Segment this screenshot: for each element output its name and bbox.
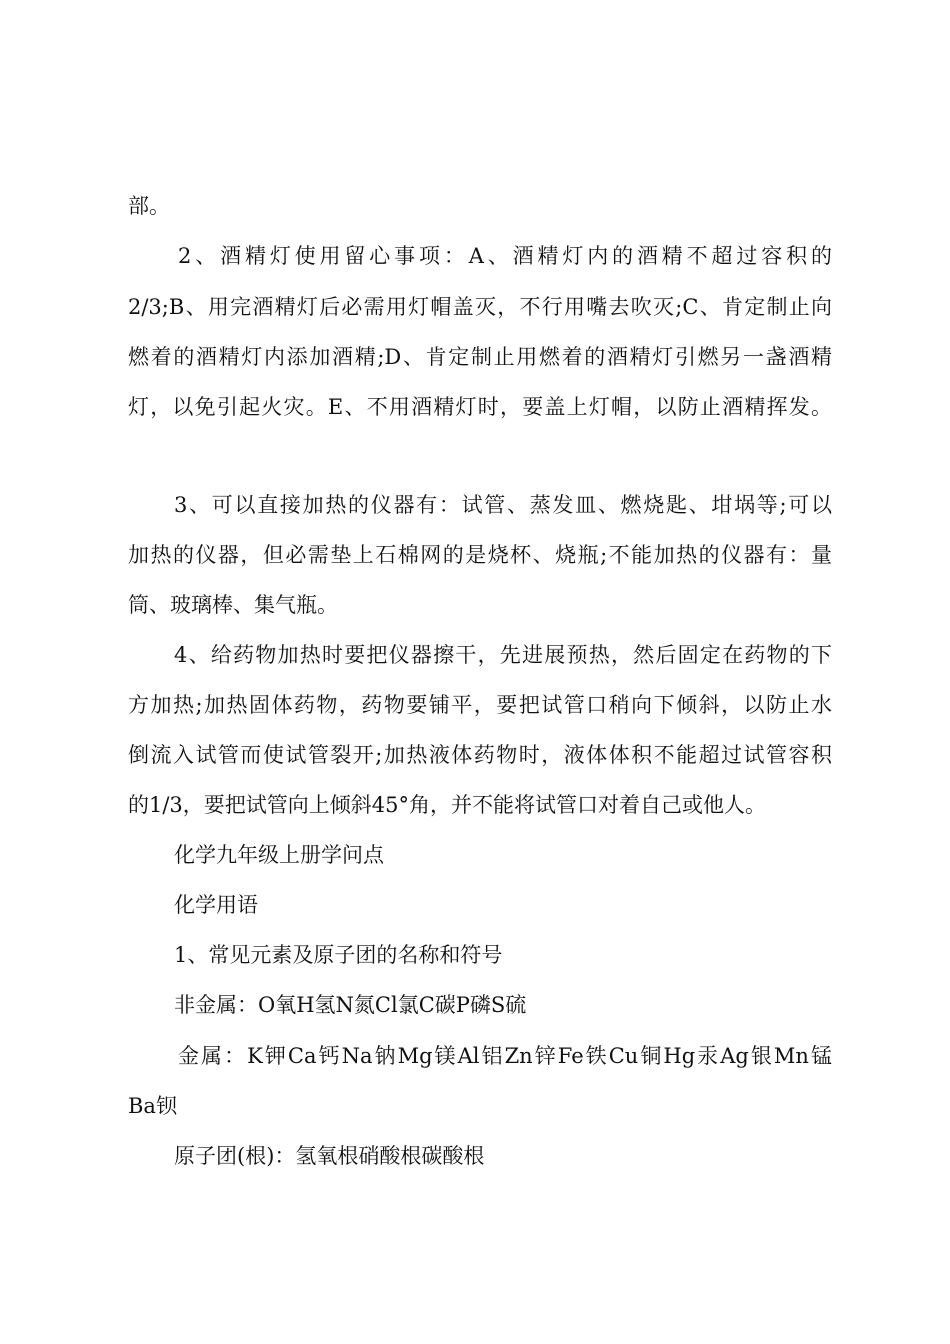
text-line-10: 方加热;加热固体药物，药物要铺平，要把试管口稍向下倾斜，以防止水 xyxy=(128,693,832,717)
text-line-8: 筒、玻璃棒、集气瓶。 xyxy=(128,593,338,617)
text-line-4: 燃着的酒精灯内添加酒精;D、肯定制止用燃着的酒精灯引燃另一盏酒精 xyxy=(128,345,832,369)
text-line-1: 部。 xyxy=(128,194,170,218)
text-line-7: 加热的仪器，但必需垫上石棉网的是烧杯、烧瓶;不能加热的仪器有：量 xyxy=(128,543,832,567)
text-line-15: 1、常见元素及原子团的名称和符号 xyxy=(174,943,503,967)
text-line-5: 灯，以免引起火灾。E、不用酒精灯时，要盖上灯帽，以防止酒精挥发。 xyxy=(128,395,832,419)
text-line-3: 2/3;B、用完酒精灯后必需用灯帽盖灭，不行用嘴去吹灭;C、肯定制止向 xyxy=(128,295,832,319)
metal-line-continued: Ba钡 xyxy=(128,1094,177,1118)
radical-line: 原子团(根)：氢氧根硝酸根碳酸根 xyxy=(174,1144,485,1168)
text-line-11: 倒流入试管而使试管裂开;加热液体药物时，液体体积不能超过试管容积 xyxy=(128,743,832,767)
text-line-9: 4、给药物加热时要把仪器擦干，先进展预热，然后固定在药物的下 xyxy=(174,643,832,667)
section-heading: 化学九年级上册学问点 xyxy=(174,843,384,867)
text-line-2: 2、酒精灯使用留心事项：A、酒精灯内的酒精不超过容积的 xyxy=(178,244,832,268)
text-line-12: 的1/3，要把试管向上倾斜45°角，并不能将试管口对着自己或他人。 xyxy=(128,793,767,817)
nonmetal-line: 非金属：O氧H氢N氮Cl氯C碳P磷S硫 xyxy=(174,993,527,1017)
metal-line: 金属：K钾Ca钙Na钠Mg镁Al铝Zn锌Fe铁Cu铜Hg汞Ag银Mn锰 xyxy=(178,1044,832,1068)
text-line-6: 3、可以直接加热的仪器有：试管、蒸发皿、燃烧匙、坩埚等;可以 xyxy=(174,493,832,517)
subsection-heading: 化学用语 xyxy=(174,893,258,917)
